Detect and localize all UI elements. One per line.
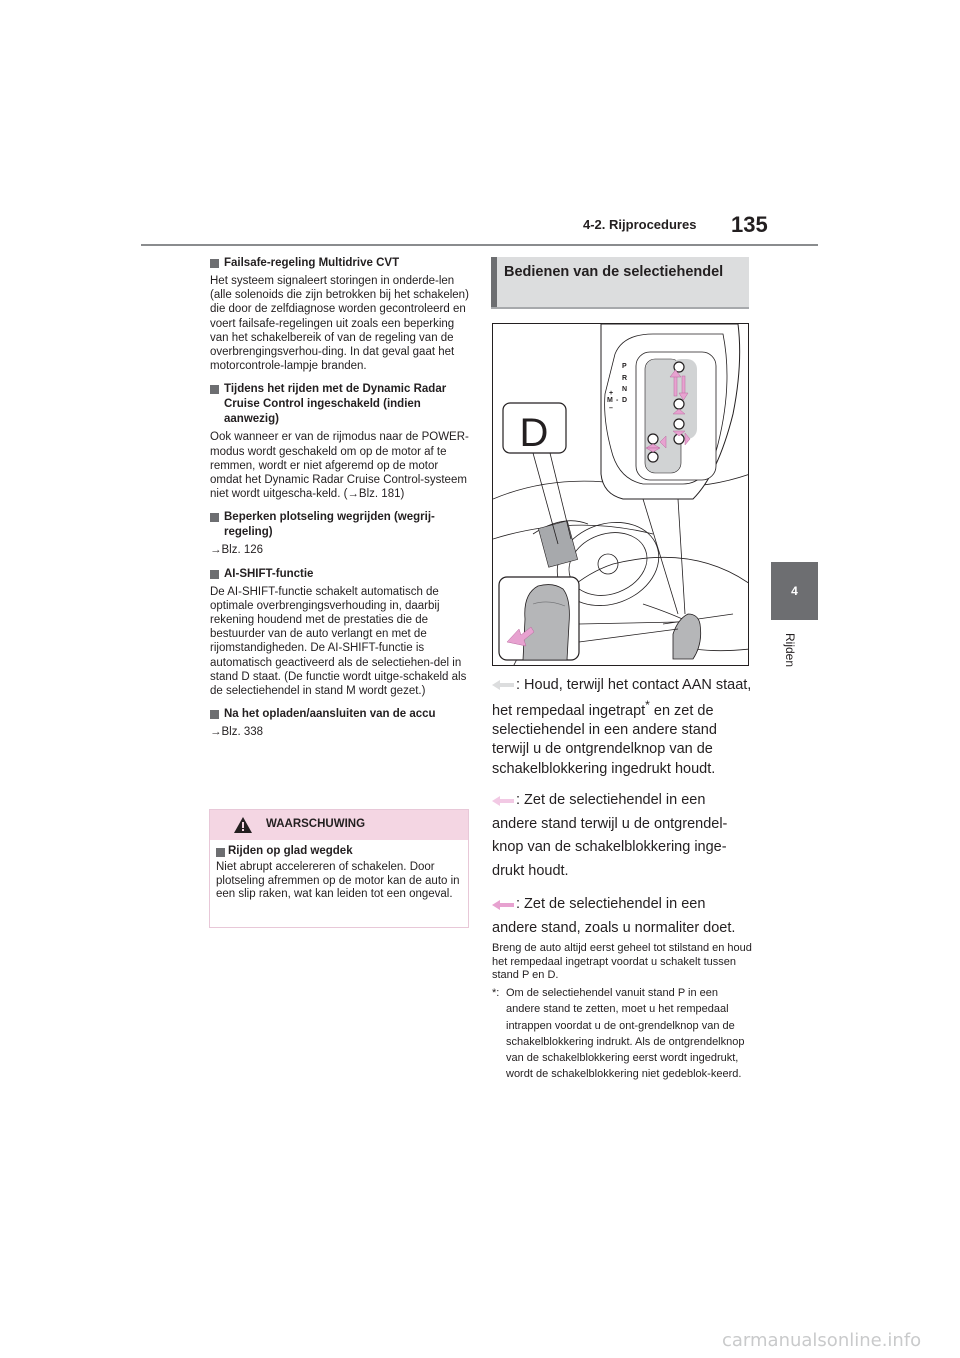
- item-ai-shift: [210, 567, 472, 699]
- header-rule: [141, 244, 818, 246]
- item-wegrij-regeling: [210, 510, 472, 557]
- bullet-square-icon: [210, 259, 219, 268]
- arrow-left-icon: [492, 680, 514, 690]
- instruction-2: [492, 789, 754, 883]
- item-body: De AI-SHIFT-functie schakelt automatisch de optimale overbrengingsverhouding in, daarbij rekening houdend met de prestaties die de bestuurder van de auto verlangt en met de rijomstandigheden. De AI-SHIFT-functie is automatisch geactiveerd als de selectiehen-del in stand D staat. (De functie wordt uitge-schakeld als de selectiehendel in stand M wordt gezet.): [210, 585, 467, 698]
- bullet-square-icon: [216, 848, 225, 857]
- item-title: Na het opladen/aansluiten van de accu: [224, 708, 436, 721]
- gear-letter-d: D: [519, 411, 549, 455]
- footnote-star: *:: [492, 987, 500, 1000]
- manual-label-m: M: [607, 397, 613, 404]
- chapter-tab-label: Rijden: [783, 633, 797, 668]
- item-accu: [210, 707, 472, 739]
- gate-label-d: D: [622, 397, 628, 404]
- page-number: 135: [731, 212, 768, 237]
- item-body: →Blz. 126: [210, 544, 264, 557]
- stop-note: Breng de auto altijd eerst geheel tot stilstand en houd het rempedaal ingetrapt voordat u schakelt tussen stand P en D.: [492, 942, 752, 981]
- instruction-1-text: : Houd, terwijl het contact AAN staat, het rempedaal ingetrapt: [492, 677, 752, 719]
- manual-label-plus: +: [609, 390, 614, 397]
- shift-lever-figure: [492, 323, 749, 666]
- footer-watermark: carmanualsonline.info: [722, 1330, 922, 1351]
- arrow-left-icon: [492, 796, 514, 806]
- item-body: Het systeem signaleert storingen in onderde-len (alle solenoids die zijn betrokken bij het schakelen) die door de zelfdiagnose worden gecontroleerd en voert failsafe-regelingen uit zoals een beperking van het schakelbereik of van de regeling van de overbrengingsverhou-ding. In dat geval gaat het motorcontrole-lampje branden.: [210, 275, 469, 373]
- footnote-marker: *: [645, 697, 650, 712]
- instruction-3: [492, 893, 754, 940]
- warning-triangle-icon: [233, 816, 253, 834]
- item-title: AI-SHIFT-functie: [224, 567, 314, 580]
- instruction-1-end: en zet de selectiehendel in een andere stand terwijl u de ontgrendelknop van de schakelblokkering ingedrukt houdt.: [492, 702, 717, 777]
- manual-label-minus: –: [609, 405, 613, 412]
- item-title: Tijdens het rijden met de Dynamic Radar Cruise Control ingeschakeld (indien aanwezig): [224, 383, 447, 426]
- right-column: [492, 676, 754, 1082]
- footnote-text: Om de selectiehendel vanuit stand P in een andere stand te zetten, moet u het rempedaal intrappen voordat u de ont-grendelknop van de schakelblokkering indrukt. Als de ontgrendelknop van de schakelblokkering eerst wordt ingedrukt, wordt de schakelblokkering niet gedeblok-keerd.: [506, 987, 745, 1081]
- warning-body: Niet abrupt accelereren of schakelen. Door plotseling afremmen op de motor kan de auto in een slip raken, wat kan leiden tot een ongeval.: [216, 861, 460, 900]
- bullet-square-icon: [210, 385, 219, 394]
- manual-label-dash: -: [616, 397, 619, 404]
- instruction-2-text: : Zet de selectiehendel in een andere stand terwijl u de ontgrendel-knop van de schakelblokkering inge-drukt houdt.: [492, 792, 728, 879]
- item-title: Failsafe-regeling Multidrive CVT: [224, 257, 400, 269]
- left-column: [210, 256, 472, 748]
- bullet-square-icon: [210, 710, 219, 719]
- section-header: 4-2. Rijprocedures: [583, 217, 697, 232]
- instruction-1: [492, 676, 754, 779]
- bullet-square-icon: [210, 570, 219, 579]
- item-body: →Blz. 338: [210, 726, 264, 739]
- gate-label-n: N: [622, 386, 628, 393]
- instruction-3-text: : Zet de selectiehendel in een andere stand, zoals u normaliter doet.: [492, 896, 736, 936]
- item-body: Ook wanneer er van de rijmodus naar de POWER-modus wordt geschakeld om op de motor af te remmen, wordt er niet afgeremd op de motor omdat het Dynamic Radar Cruise Control-systeem niet wordt uitgescha-keld. (→Blz. 181): [210, 431, 469, 501]
- section-heading: [491, 257, 749, 309]
- footnote: [492, 985, 754, 1082]
- gate-label-p: P: [622, 363, 627, 370]
- item-cruise-control: [210, 382, 472, 501]
- warning-box: [209, 809, 469, 928]
- chapter-tab-number: 4: [791, 584, 798, 598]
- warning-subtitle: Rijden op glad wegdek: [228, 845, 353, 857]
- section-heading-bar: [491, 257, 497, 307]
- gate-label-r: R: [622, 375, 628, 382]
- shift-lever-illustration: [493, 324, 749, 666]
- section-title: Bedienen van de selectiehendel: [504, 264, 724, 280]
- bullet-square-icon: [210, 513, 219, 522]
- warning-title: WAARSCHUWING: [266, 818, 366, 830]
- item-failsafe: [210, 256, 472, 373]
- arrow-left-icon: [492, 900, 514, 910]
- item-title: Beperken plotseling wegrijden (wegrij-regeling): [224, 511, 435, 539]
